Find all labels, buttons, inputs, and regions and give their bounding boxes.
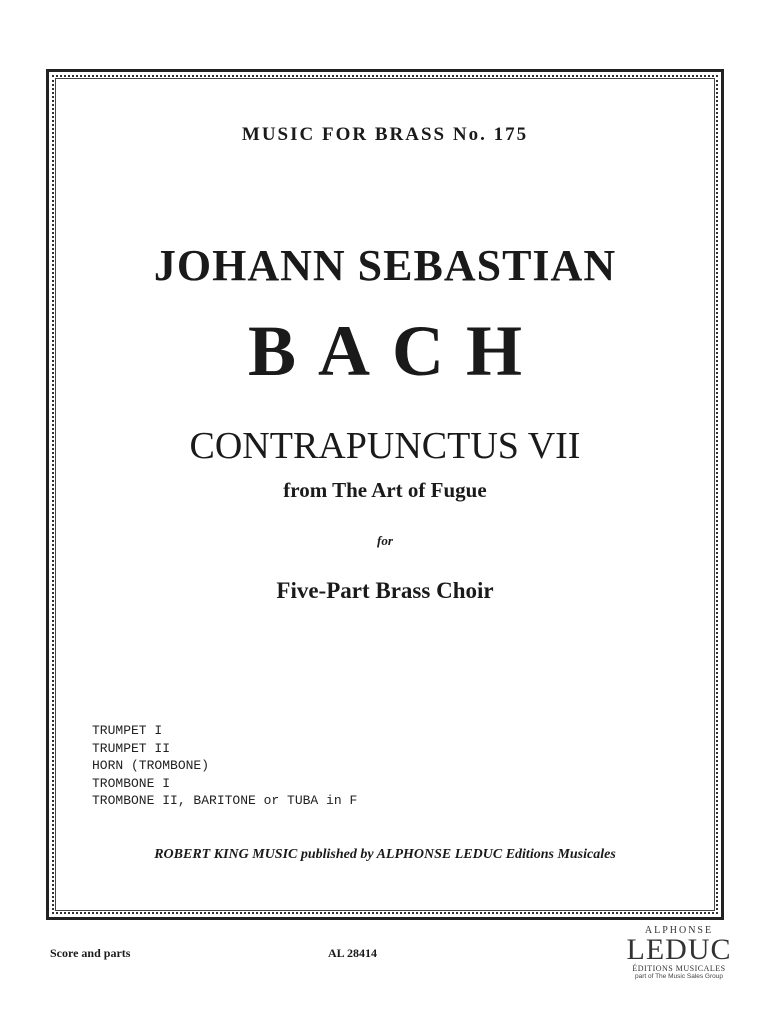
instrument-item: TROMBONE I [92,775,171,791]
edition-type: Score and parts [50,946,131,960]
work-source: from The Art of Fugue [283,478,487,502]
logo-tagline: part of The Music Sales Group [634,973,724,980]
catalog-number: AL 28414 [328,946,378,960]
instrument-item: TRUMPET I [92,723,163,738]
logo-sub-text: ÉDITIONS MUSICALES [632,964,726,973]
composer-first-name: JOHANN SEBASTIAN [153,241,617,290]
instrument-item: TROMBONE II, BARITONE or TUBA in F [92,793,358,808]
series-title: MUSIC FOR BRASS No. 175 [241,124,529,145]
publisher-logo [620,925,738,980]
work-title: CONTRAPUNCTUS VII [189,425,581,467]
instrument-list [92,722,357,810]
composer-last-name: BACH [247,311,545,391]
instrument-item: TRUMPET II [92,740,171,756]
instrument-item: HORN (TROMBONE) [92,758,210,773]
ensemble-name: Five-Part Brass Choir [276,578,494,603]
publisher-line: ROBERT KING MUSIC published by ALPHONSE LEDUC Editions Musicales [154,847,616,862]
logo-top-text: ALPHONSE [644,925,714,936]
logo-main-text: LEDUC [626,933,732,966]
for-label: for [377,533,393,548]
